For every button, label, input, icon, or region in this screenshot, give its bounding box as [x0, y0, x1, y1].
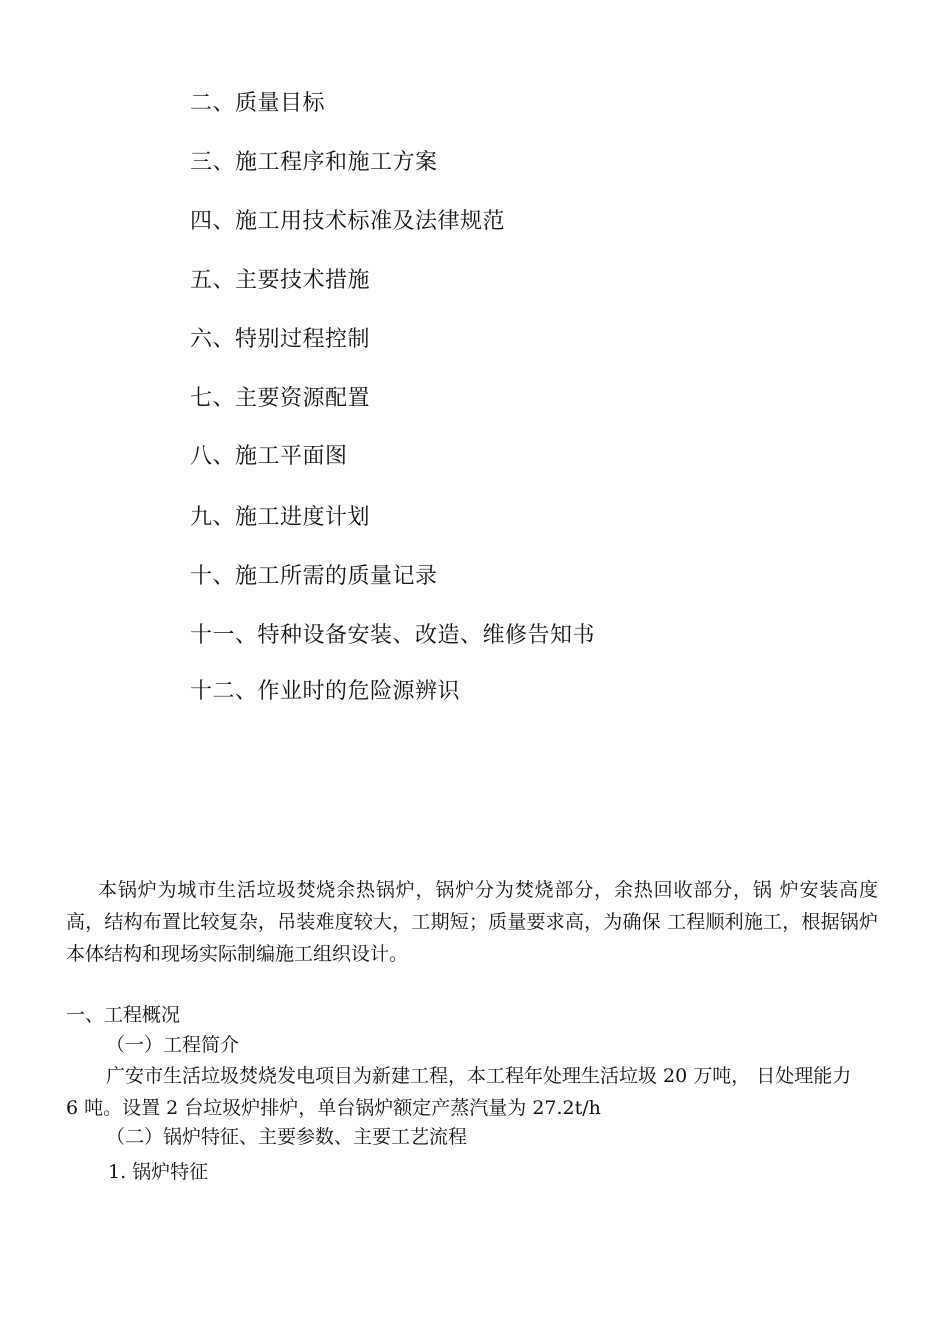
toc-item-hazard-identification: 十二、作业时的危险源辨识	[190, 679, 461, 704]
project-intro-paragraph: 广安市生活垃圾焚烧发电项目为新建工程，本工程年处理生活垃圾 20 万吨， 日处理能力 6 吨。设置 2 台垃圾炉排炉，单台锅炉额定产蒸汽量为 27.2t/h	[66, 1065, 852, 1119]
subsection-heading-boiler-features: （二）锅炉特征、主要参数、主要工艺流程	[106, 1126, 468, 1148]
section-heading-overview: 一、工程概况	[66, 1004, 181, 1026]
toc-item-installation-notice: 十一、特种设备安装、改造、维修告知书	[190, 623, 596, 648]
list-item-boiler-features: 1. 锅炉特征	[108, 1161, 209, 1183]
toc-item-technical-measures: 五、主要技术措施	[190, 268, 371, 293]
toc-item-quality-records: 十、施工所需的质量记录	[190, 564, 438, 589]
subsection-heading-project-intro: （一）工程简介	[106, 1034, 240, 1056]
toc-item-technical-standards: 四、施工用技术标准及法律规范	[190, 209, 506, 234]
toc-item-schedule: 九、施工进度计划	[190, 505, 371, 530]
intro-paragraph: 本锅炉为城市生活垃圾焚烧余热锅炉，锅炉分为焚烧部分，余热回收部分，锅 炉安装高度高，结构布置比较复杂，吊装难度较大，工期短；质量要求高，为确保 工程顺利施工，根据锅炉本体结构和现场实际制编施工组织设计。	[66, 879, 878, 965]
toc-item-quality-goal: 二、质量目标	[190, 91, 326, 116]
toc-item-resource-allocation: 七、主要资源配置	[190, 386, 371, 411]
toc-item-special-process-control: 六、特别过程控制	[190, 327, 371, 352]
toc-item-site-plan: 八、施工平面图	[190, 444, 348, 469]
toc-item-construction-procedure: 三、施工程序和施工方案	[190, 150, 438, 175]
